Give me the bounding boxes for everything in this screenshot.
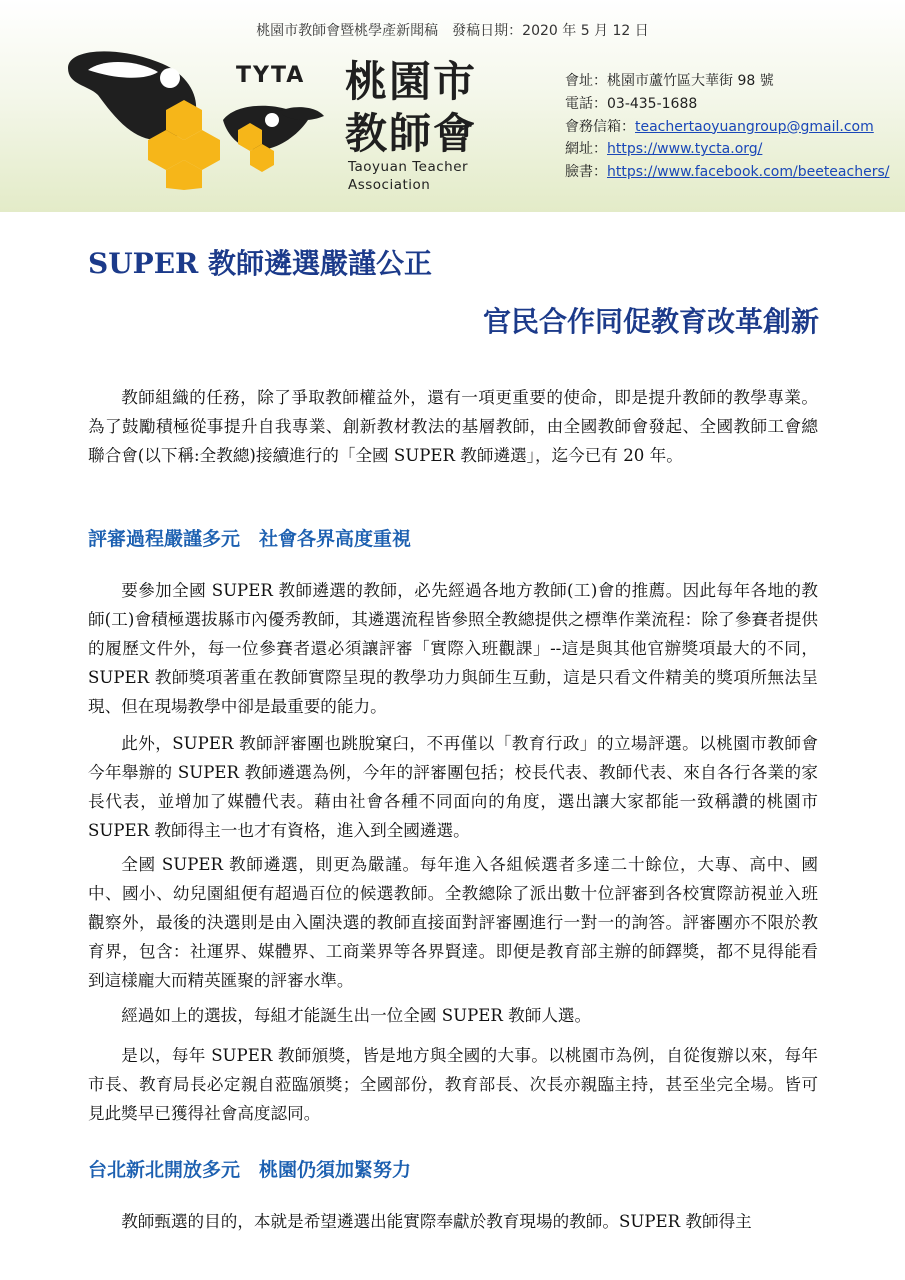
subheading-2: 台北新北開放多元 桃園仍須加緊努力 [88,1159,412,1181]
contact-block [565,70,889,184]
headline-line1: SUPER 教師遴選嚴謹公正 [88,247,433,280]
facebook-link[interactable]: https://www.facebook.com/beeteachers/ [607,164,890,181]
logo-chinese-name [345,56,477,160]
release-line: 桃園市教師會暨桃學產新聞稿 發稿日期：2020 年 5 月 12 日 [256,23,649,39]
contact-facebook: 臉書：https://www.facebook.com/beeteachers/ [565,164,890,181]
bee-eye-small [265,113,279,127]
contact-email: 會務信箱：teachertaoyuangroup@gmail.com [565,118,874,135]
logo-en-line1: Taoyuan Teacher [348,159,469,175]
subheading-1: 評審過程嚴謹多元 社會各界高度重視 [88,528,412,550]
paragraph-5: 經過如上的選拔，每組才能誕生出一位全國 SUPER 教師人選。 [121,1006,592,1025]
paragraph-2: 要參加全國 SUPER 教師遴選的教師，必先經過各地方教師(工)會的推薦。因此每年各地的教師(工)會積極選拔縣市內優秀教師，其遴選流程皆參照全教總提供之標準作業流程：除了參賽者提供的履歷文件外，每一位參賽者還必須讓評審「實際入班觀課」--這是與其他官辦獎項最大的不同，SUPER 教師獎項著重在教師實際呈現的教學功力與師生互動，這是只看文件精美的獎項所無法呈現、但在現場教學中卻是最重要的能力。 [88,581,818,716]
paragraph-3: 此外，SUPER 教師評審團也跳脫窠臼，不再僅以「教育行政」的立場評選。以桃園市教師會今年舉辦的 SUPER 教師遴選為例，今年的評審團包括；校長代表、教師代表、來自各行各業的家長代表，並增加了媒體代表。藉由社會各種不同面向的角度，選出讓大家都能一致稱讚的桃園市 SUPER 教師得主一也才有資格，進入到全國遴選。 [88,734,818,840]
bee-eye-large [160,68,180,88]
tyta-bee-logo [58,40,328,190]
logo-english-name [348,158,508,194]
paragraph-7: 教師甄選的目的，本就是希望遴選出能實際奉獻於教育現場的教師。SUPER 教師得主 [121,1212,752,1231]
logo-en-line2: Association [348,177,431,193]
bee-logo-graphic [68,51,324,190]
logo-cn-line1: 桃園市 [345,57,478,106]
logo-abbr: TYTA [236,63,306,88]
headline-line2: 官民合作同促教育改革創新 [482,305,819,338]
paragraph-1: 教師組織的任務，除了爭取教師權益外，還有一項更重要的使命，即是提升教師的教學專業。為了鼓勵積極從事提升自我專業、創新教材教法的基層教師，由全國教師會發起、全國教師工會總聯合會(以下稱:全教總)接續進行的「全國 SUPER 教師遴選」，迄今已有 20 年。 [88,388,818,465]
contact-phone: 電話：03-435-1688 [565,95,698,112]
paragraph-4: 全國 SUPER 教師遴選，則更為嚴謹。每年進入各組候選者多達二十餘位，大專、高中、國中、國小、幼兒園組便有超過百位的候選教師。全教總除了派出數十位評審到各校實際訪視並入班觀察外，最後的決選則是由入圍決選的教師直接面對評審團進行一對一的詢答。評審團亦不限於教育界，包含：社運界、媒體界、工商業界等各界賢達。即便是教育部主辦的師鐸獎，都不見得能看到這樣龐大而精英匯聚的評審水準。 [88,855,818,990]
paragraph-6: 是以，每年 SUPER 教師頒獎，皆是地方與全國的大事。以桃園市為例，自從復辦以來，每年市長、教育局長必定親自蒞臨頒獎；全國部份，教育部長、次長亦親臨主持，甚至坐完全場。皆可見此獎早已獲得社會高度認同。 [88,1046,818,1123]
contact-address: 會址：桃園市蘆竹區大華街 98 號 [565,73,774,89]
email-link[interactable]: teachertaoyuangroup@gmail.com [635,118,874,135]
contact-website: 網址：https://www.tycta.org/ [565,141,763,158]
logo-cn-line2: 教師會 [345,109,478,158]
website-link[interactable]: https://www.tycta.org/ [607,141,763,158]
